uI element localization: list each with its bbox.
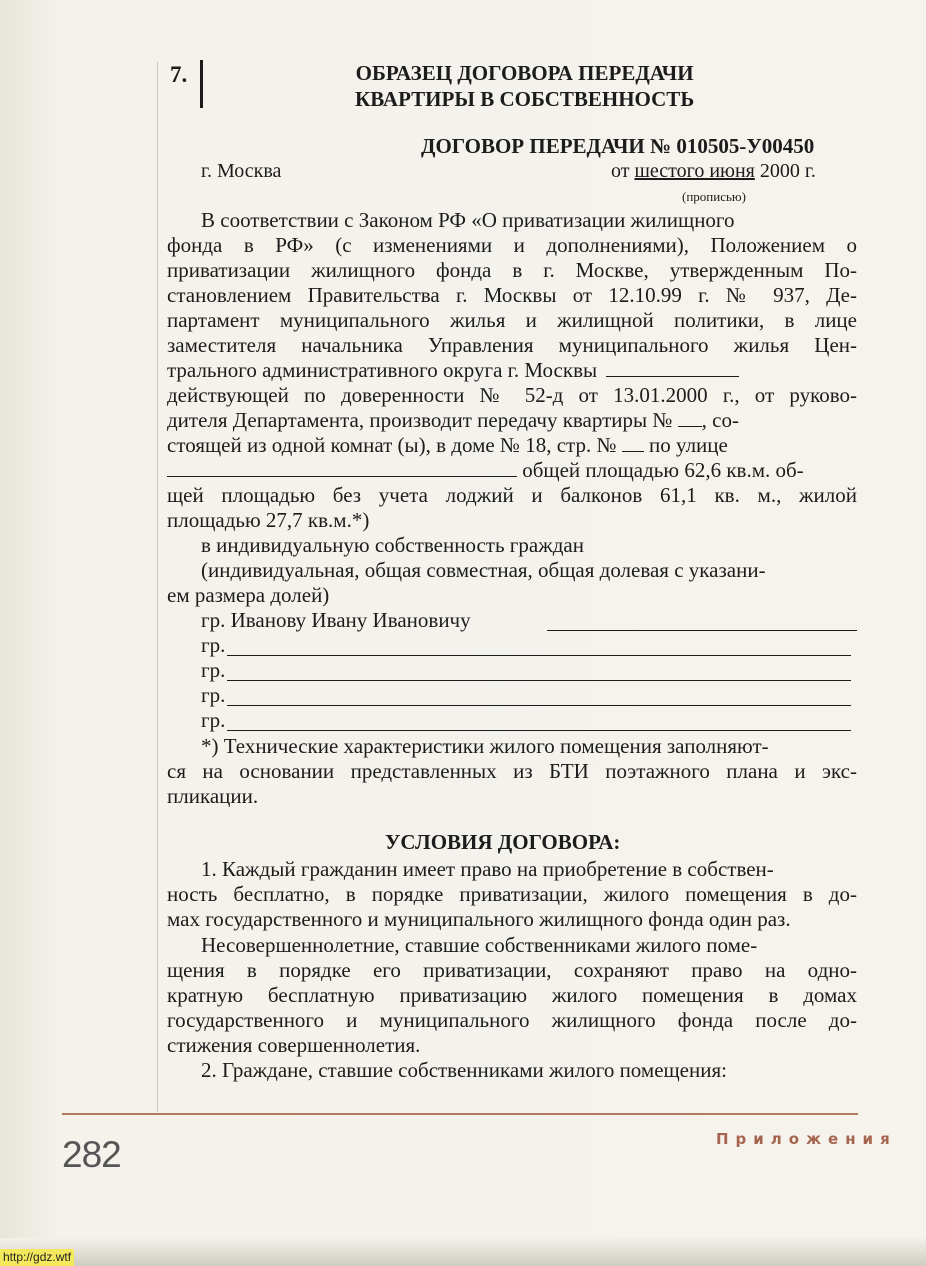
body-line-text: общей площадью 62,6 кв.м. об- xyxy=(522,458,804,482)
conditions-title: УСЛОВИЯ ДОГОВОРА: xyxy=(385,830,621,854)
conditions-line: кратную бесплатную приватизацию жилого помещения в домах xyxy=(167,983,857,1007)
footnote-line: пликации. xyxy=(167,784,259,808)
body-line: действующей по доверенности № 52-д от 13.01.2000 г., от руково- xyxy=(167,383,857,407)
body-line: фонда в РФ» (с изменениями и дополнениями), Положением о xyxy=(167,233,857,257)
citizen-name: гр. Иванову Ивану Ивановичу xyxy=(201,608,471,632)
body-line: партамент муниципального жилья и жилищной политики, в лице xyxy=(167,308,857,332)
conditions-line: 2. Граждане, ставшие собственниками жилого помещения: xyxy=(201,1058,727,1082)
running-footer: Приложения xyxy=(716,1130,897,1148)
blank-field xyxy=(167,458,517,477)
body-line: заместителя начальника Управления муниципального жилья Цен- xyxy=(167,333,857,357)
body-line: (индивидуальная, общая совместная, общая долевая с указани- xyxy=(201,558,766,582)
blank-field xyxy=(547,630,857,631)
conditions-line: ность бесплатно, в порядке приватизации, жилого помещения в до- xyxy=(167,882,857,906)
footer-rule xyxy=(62,1113,858,1115)
date-year: 2000 г. xyxy=(759,160,816,182)
citizen-prefix: гр. xyxy=(201,633,226,657)
blank-field xyxy=(606,358,739,377)
section-title xyxy=(355,60,694,112)
blank-field xyxy=(227,705,851,706)
blank-field xyxy=(227,655,851,656)
page-edge-shadow xyxy=(0,1238,926,1266)
conditions-line: щения в порядке его приватизации, сохраняют право на одно- xyxy=(167,958,857,982)
footnote-line: *) Технические характеристики жилого помещения заполняют- xyxy=(201,734,769,758)
body-line-text: стоящей из одной комнат (ы), в доме № 18, стр. № xyxy=(167,433,617,457)
footnote-line: ся на основании представленных из БТИ поэтажного плана и экс- xyxy=(167,759,857,783)
citizen-prefix: гр. xyxy=(201,683,226,707)
blank-field xyxy=(678,408,702,427)
conditions-line: государственного и муниципального жилищного фонда после до- xyxy=(167,1008,857,1032)
body-line: щей площадью без учета лоджий и балконов 61,1 кв. м., жилой xyxy=(167,483,857,507)
margin-rule xyxy=(157,62,158,1112)
body-line xyxy=(167,433,857,458)
body-line-text: дителя Департамента, производит передачу квартиры № xyxy=(167,408,673,432)
contract-date xyxy=(611,160,816,183)
body-line-text: трального административного округа г. Москвы xyxy=(167,358,598,382)
body-line: приватизации жилищного фонда в г. Москве, утвержденным По- xyxy=(167,258,857,282)
conditions-line: мах государственного и муниципального жилищного фонда один раз. xyxy=(167,907,791,931)
date-prefix: от xyxy=(611,160,630,182)
section-title-line2: КВАРТИРЫ В СОБСТВЕННОСТЬ xyxy=(355,87,695,111)
section-title-line1: ОБРАЗЕЦ ДОГОВОРА ПЕРЕДАЧИ xyxy=(355,61,694,85)
body-line: площадью 27,7 кв.м.*) xyxy=(167,508,370,532)
body-line xyxy=(167,358,857,383)
body-line-text: , со- xyxy=(701,408,739,432)
body-line-text: по улице xyxy=(649,433,728,457)
blank-field xyxy=(227,730,851,731)
conditions-line: Несовершеннолетние, ставшие собственниками жилого поме- xyxy=(201,933,758,957)
body-line: в индивидуальную собственность граждан xyxy=(201,533,584,557)
blank-field xyxy=(227,680,851,681)
date-note: (прописью) xyxy=(682,189,746,204)
body-line: ем размера долей) xyxy=(167,583,330,607)
blank-field xyxy=(622,433,644,452)
contract-city: г. Москва xyxy=(201,160,282,182)
page-number: 282 xyxy=(62,1134,121,1175)
body-line xyxy=(167,408,857,433)
section-divider xyxy=(200,60,203,108)
citizen-prefix: гр. xyxy=(201,658,226,682)
section-number: 7. xyxy=(170,62,188,87)
body-line xyxy=(167,458,857,483)
citizen-prefix: гр. xyxy=(201,708,226,732)
body-line: В соответствии с Законом РФ «О приватизации жилищного xyxy=(201,208,735,232)
conditions-line: стижения совершеннолетия. xyxy=(167,1033,421,1057)
contract-title: ДОГОВОР ПЕРЕДАЧИ № 010505-У00450 xyxy=(421,134,815,158)
watermark-link[interactable]: http://gdz.wtf xyxy=(0,1249,74,1266)
body-line: становлением Правительства г. Москвы от 12.10.99 г. № 937, Де- xyxy=(167,283,857,307)
conditions-line: 1. Каждый гражданин имеет право на приобретение в собствен- xyxy=(201,857,774,881)
date-words: шестого июня xyxy=(634,160,755,182)
